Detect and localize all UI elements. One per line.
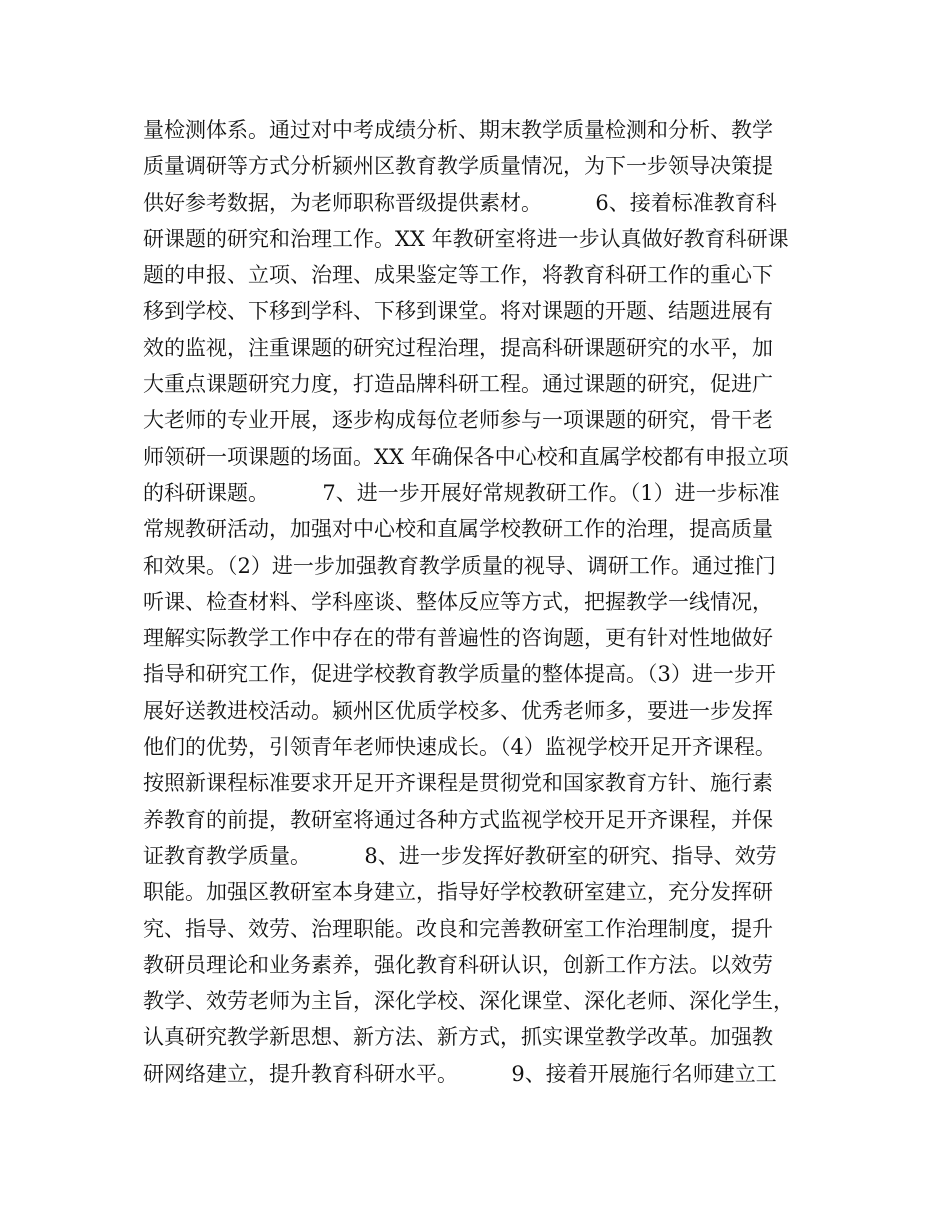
text-line: 量检测体系。通过对中考成绩分析、期末教学质量检测和分析、教学	[143, 118, 773, 142]
text-line: 供好参考数据，为老师职称晋级提供素材。 6、接着标准教育科	[143, 190, 777, 215]
text-line: 常规教研活动，加强对中心校和直属学校教研工作的治理，提高质量	[143, 517, 773, 542]
text-line: 大老师的专业开展，逐步构成每位老师参与一项课题的研究，骨干老	[143, 408, 773, 433]
text-line: 职能。加强区教研室本身建立，指导好学校教研室建立，充分发挥研	[143, 880, 773, 905]
text-line: 究、指导、效劳、治理职能。改良和完善教研室工作治理制度，提升	[143, 916, 773, 941]
text-line: 听课、检查材料、学科座谈、整体反应等方式，把握教学一线情况，	[143, 589, 773, 614]
text-line: 效的监视，注重课题的研究过程治理，提高科研课题研究的水平，加	[143, 335, 773, 360]
text-line: 养教育的前提，教研室将通过各种方式监视学校开足开齐课程，并保	[143, 807, 773, 832]
text-line: 教学、效劳老师为主旨，深化学校、深化课堂、深化老师、深化学生，	[143, 989, 794, 1014]
text-line: 大重点课题研究力度，打造品牌科研工程。通过课题的研究，促进广	[143, 372, 773, 397]
text-line: 展好送教进校活动。颍州区优质学校多、优秀老师多，要进一步发挥	[143, 698, 773, 723]
text-line: 和效果。（2）进一步加强教育教学质量的视导、调研工作。通过推门	[143, 553, 776, 578]
text-line: 移到学校、下移到学科、下移到课堂。将对课题的开题、结题进展有	[143, 299, 773, 324]
text-line: 教研员理论和业务素养，强化教育科研认识，创新工作方法。以效劳	[143, 952, 773, 977]
text-line: 师领研一项课题的场面。XX 年确保各中心校和直属学校都有申报立项	[143, 444, 789, 469]
text-line: 指导和研究工作，促进学校教育教学质量的整体提高。（3）进一步开	[143, 662, 776, 687]
text-line: 的科研课题。 7、进一步开展好常规教研工作。（1）进一步标准	[143, 480, 780, 505]
body-text	[143, 112, 823, 1092]
text-line: 研网络建立，提升教育科研水平。 9、接着开展施行名师建立工	[143, 1061, 777, 1086]
text-line: 题的申报、立项、治理、成果鉴定等工作，将教育科研工作的重心下	[143, 263, 773, 288]
text-line: 按照新课程标准要求开足开齐课程是贯彻党和国家教育方针、施行素	[143, 771, 773, 796]
text-line: 质量调研等方式分析颍州区教育教学质量情况，为下一步领导决策提	[143, 154, 773, 179]
text-line: 认真研究教学新思想、新方法、新方式，抓实课堂教学改革。加强教	[143, 1025, 773, 1050]
text-line: 他们的优势，引领青年老师快速成长。（4）监视学校开足开齐课程。	[143, 735, 776, 760]
text-line: 证教育教学质量。 8、进一步发挥好教研室的研究、指导、效劳	[143, 843, 777, 868]
text-line: 理解实际教学工作中存在的带有普遍性的咨询题，更有针对性地做好	[143, 626, 773, 651]
text-line: 研课题的研究和治理工作。XX 年教研室将进一步认真做好教育科研课	[143, 226, 789, 251]
